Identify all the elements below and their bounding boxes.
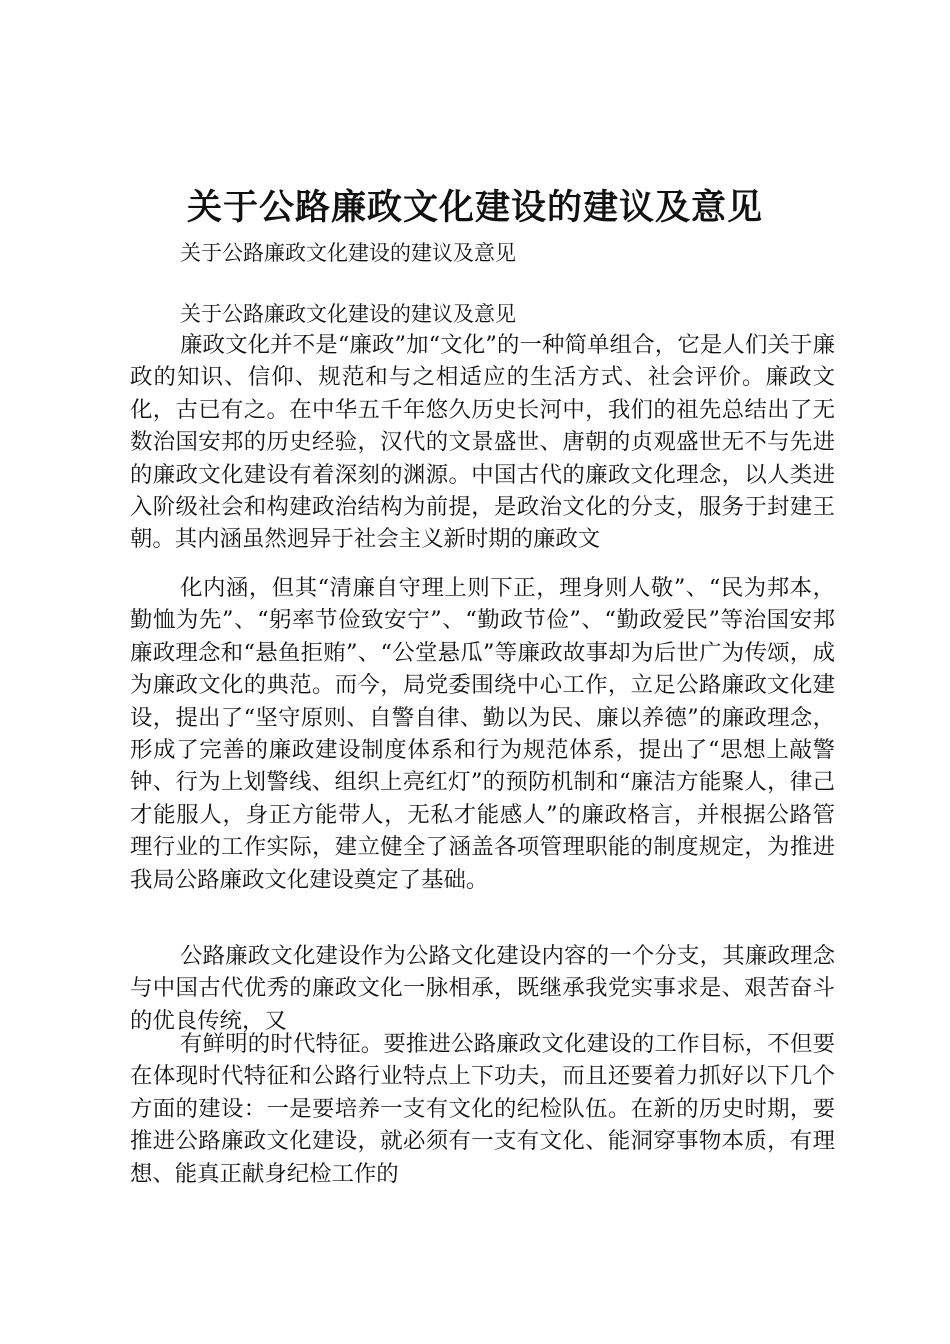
subtitle-repeat-1: 关于公路廉政文化建设的建议及意见 (180, 241, 516, 265)
paragraph-1: 廉政文化并不是“廉政”加“文化”的一种简单组合，它是人们关于廉政的知识、信仰、规范和与之相适应的生活方式、社会评价。廉政文化，古已有之。在中华五千年悠久历史长河中，我们的祖先总结出了无数治国安邦的历史经验，汉代的文景盛世、唐朝的贞观盛世无不与先进的廉政文化建设有着深刻的渊源。中国古代的廉政文化理念，以人类进入阶级社会和构建政治结构为前提，是政治文化的分支，服务于封建王朝。其内涵虽然迥异于社会主义新时期的廉政文 (130, 332, 835, 553)
paragraph-4: 有鲜明的时代特征。要推进公路廉政文化建设的工作目标，不但要在体现时代特征和公路行业特点上下功夫，而且还要着力抓好以下几个方面的建设：一是要培养一支有文化的纪检队伍。在新的历史时期，要推进公路廉政文化建设，就必须有一支有文化、能洞穿事物本质，有理想、能真正献身纪检工作的 (130, 1031, 835, 1187)
subtitle-repeat-2: 关于公路廉政文化建设的建议及意见 (180, 302, 516, 326)
paragraph-2: 化内涵，但其“清廉自守理上则下正，理身则人敬”、“民为邦本，勤恤为先”、“躬率节俭致安宁”、“勤政节俭”、“勤政爱民”等治国安邦廉政理念和“悬鱼拒贿”、“公堂悬瓜”等廉政故事却为后世广为传颂，成为廉政文化的典范。而今，局党委围绕中心工作，立足公路廉政文化建设，提出了“坚守原则、自警自律、勤以为民、廉以养德”的廉政理念，形成了完善的廉政建设制度体系和行为规范体系，提出了“思想上敲警钟、行为上划警线、组织上亮红灯”的预防机制和“廉洁方能聚人，律己才能服人，身正方能带人，无私才能感人”的廉政格言，并根据公路管理行业的工作实际，建立健全了涵盖各项管理职能的制度规定，为推进我局公路廉政文化建设奠定了基础。 (130, 575, 835, 893)
document-title: 关于公路廉政文化建设的建议及意见 (186, 187, 763, 228)
paragraph-3: 公路廉政文化建设作为公路文化建设内容的一个分支，其廉政理念与中国古代优秀的廉政文化一脉相承，既继承我党实事求是、艰苦奋斗的优良传统，又 (130, 943, 835, 1034)
